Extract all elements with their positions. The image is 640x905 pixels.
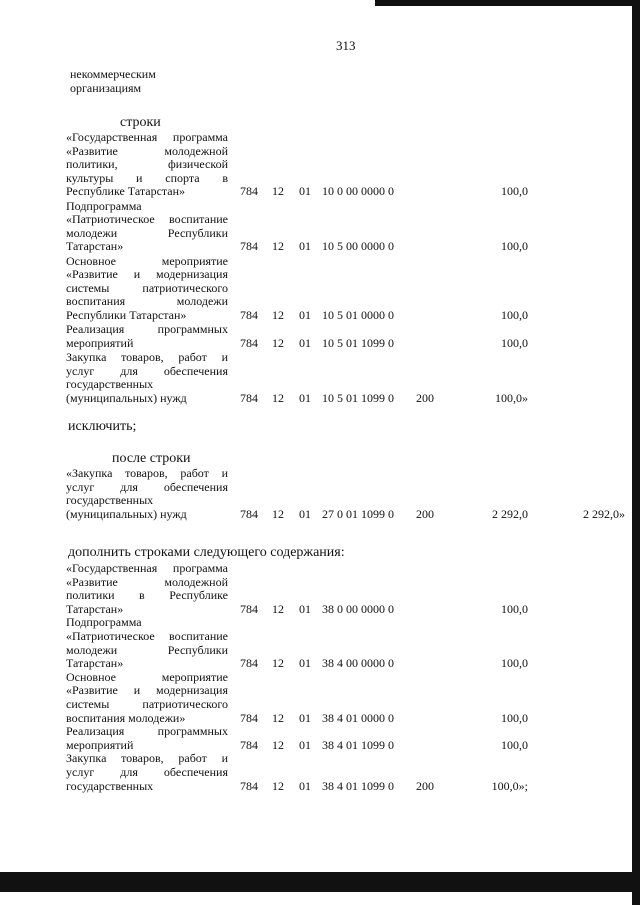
row-description [66, 131, 228, 199]
cell-grbs: 784 [240, 239, 258, 254]
cell-grbs: 784 [240, 390, 258, 405]
cell-grbs: 784 [240, 601, 258, 616]
cell-grbs: 784 [240, 656, 258, 671]
description-line: Основное мероприятие [66, 669, 228, 684]
description-line: (муниципальных) нужд [66, 506, 187, 521]
cell-grbs: 784 [240, 778, 258, 793]
cell-csr: 38 4 01 0000 0 [322, 710, 394, 725]
cell-vr: 200 [416, 506, 434, 521]
cell-rz: 12 [272, 506, 284, 521]
description-line: Реализация программных [66, 724, 228, 739]
exclude-instruction: исключить; [68, 419, 137, 434]
cell-csr: 10 5 00 0000 0 [322, 239, 394, 254]
cell-rz: 12 [272, 601, 284, 616]
cell-sum: 100,0»; [491, 778, 528, 793]
fragment-line: организациям [70, 81, 142, 95]
description-line: воспитания молодежи [66, 294, 228, 309]
description-line: системы патриотического [66, 280, 228, 295]
cell-rz: 12 [272, 308, 284, 322]
cell-rz: 12 [272, 656, 284, 671]
cell-csr: 10 5 01 0000 0 [322, 308, 394, 322]
description-line: молодежи Республики [66, 225, 228, 240]
description-line: «Закупка товаров, работ и [66, 466, 228, 480]
description-line: «Государственная программа [66, 561, 228, 575]
description-line: системы патриотического [66, 696, 228, 711]
description-line: государственных [66, 377, 154, 392]
description-line: Татарстан» [66, 601, 124, 616]
description-line: «Развитие и модернизация [66, 267, 228, 282]
row-description [66, 351, 228, 405]
description-line: Подпрограмма [66, 615, 142, 630]
cell-pr: 01 [299, 308, 311, 322]
description-line: услуг для обеспечения [66, 363, 228, 378]
cell-sum: 100,0 [501, 601, 528, 616]
description-line: (муниципальных) нужд [66, 390, 187, 405]
description-line: Республике Татарстан» [66, 184, 186, 199]
cell-grbs: 784 [240, 710, 258, 725]
cell-csr: 27 0 01 1099 0 [322, 506, 394, 521]
cell-sum: 2 292,0 [492, 506, 528, 521]
cell-pr: 01 [299, 184, 311, 199]
add-instruction: дополнить строками следующего содержания: [68, 545, 345, 560]
scan-border-right [632, 0, 640, 905]
description-line: мероприятий [66, 737, 134, 752]
description-line: услуг для обеспечения [66, 764, 228, 779]
description-line: молодежи Республики [66, 642, 228, 657]
description-line: Татарстан» [66, 239, 124, 254]
cell-pr: 01 [299, 778, 311, 793]
cell-sum: 100,0 [501, 184, 528, 199]
cell-csr: 10 5 01 1099 0 [322, 335, 394, 350]
row-description [66, 323, 228, 350]
cell-rz: 12 [272, 778, 284, 793]
cell-csr: 38 4 01 1099 0 [322, 737, 394, 752]
cell-pr: 01 [299, 737, 311, 752]
cell-csr: 38 4 00 0000 0 [322, 656, 394, 671]
description-line: Республики Татарстан» [66, 307, 187, 322]
scan-border-top [375, 0, 640, 6]
description-line: «Развитие молодежной [66, 574, 228, 589]
row-description [66, 671, 228, 725]
row-description [66, 725, 228, 752]
cell-pr: 01 [299, 335, 311, 350]
cell-sum: 100,0 [501, 335, 528, 350]
cell-sum: 100,0 [501, 239, 528, 254]
cell-sum: 100,0 [501, 656, 528, 671]
cell-pr: 01 [299, 656, 311, 671]
description-line: «Развитие молодежной [66, 143, 228, 158]
cell-grbs: 784 [240, 308, 258, 322]
description-line: «Патриотическое воспитание [66, 628, 228, 643]
description-line: «Патриотическое воспитание [66, 212, 228, 227]
label-after-row: после строки [112, 451, 191, 466]
cell-vr: 200 [416, 778, 434, 793]
description-line: государственных [66, 493, 154, 508]
cell-grbs: 784 [240, 335, 258, 350]
cell-pr: 01 [299, 506, 311, 521]
cell-rz: 12 [272, 184, 284, 199]
description-line: государственных [66, 778, 154, 793]
row-description [66, 562, 228, 616]
description-line: услуг для обеспечения [66, 479, 228, 494]
row-description [66, 616, 228, 670]
cell-sum: 100,0» [495, 390, 528, 405]
cell-csr: 38 0 00 0000 0 [322, 601, 394, 616]
cell-rz: 12 [272, 737, 284, 752]
cell-pr: 01 [299, 601, 311, 616]
cell-pr: 01 [299, 710, 311, 725]
description-line: мероприятий [66, 335, 134, 350]
cell-pr: 01 [299, 390, 311, 405]
row-description [66, 467, 228, 521]
cell-sum2: 2 292,0» [583, 506, 625, 521]
description-line: воспитания молодежи» [66, 710, 186, 725]
scan-border-bottom [0, 872, 640, 892]
description-line: Подпрограмма [66, 198, 142, 213]
cell-csr: 38 4 01 1099 0 [322, 778, 394, 793]
row-description [66, 200, 228, 254]
row-description [66, 255, 228, 323]
cell-grbs: 784 [240, 184, 258, 199]
cell-rz: 12 [272, 239, 284, 254]
cell-csr: 10 0 00 0000 0 [322, 184, 394, 199]
cell-sum: 100,0 [501, 737, 528, 752]
label-rows: строки [120, 115, 161, 130]
description-line: Закупка товаров, работ и [66, 751, 228, 766]
description-line: Закупка товаров, работ и [66, 350, 228, 364]
description-line: культуры и спорта в [66, 170, 228, 185]
description-line: Татарстан» [66, 656, 124, 671]
description-line: «Развитие и модернизация [66, 683, 228, 698]
cell-grbs: 784 [240, 737, 258, 752]
cell-sum: 100,0 [501, 308, 528, 322]
description-line: «Государственная программа [66, 130, 228, 144]
cell-pr: 01 [299, 239, 311, 254]
description-line: Реализация программных [66, 322, 228, 337]
cell-rz: 12 [272, 710, 284, 725]
page-number: 313 [336, 38, 356, 53]
cell-grbs: 784 [240, 506, 258, 521]
cell-rz: 12 [272, 390, 284, 405]
description-line: политики в Республике [66, 588, 228, 603]
cell-rz: 12 [272, 335, 284, 350]
cell-vr: 200 [416, 390, 434, 405]
cell-csr: 10 5 01 1099 0 [322, 390, 394, 405]
cell-sum: 100,0 [501, 710, 528, 725]
description-line: Основное мероприятие [66, 253, 228, 268]
fragment-line: некоммерческим [70, 67, 156, 81]
description-line: политики, физической [66, 157, 228, 172]
row-description [66, 752, 228, 793]
